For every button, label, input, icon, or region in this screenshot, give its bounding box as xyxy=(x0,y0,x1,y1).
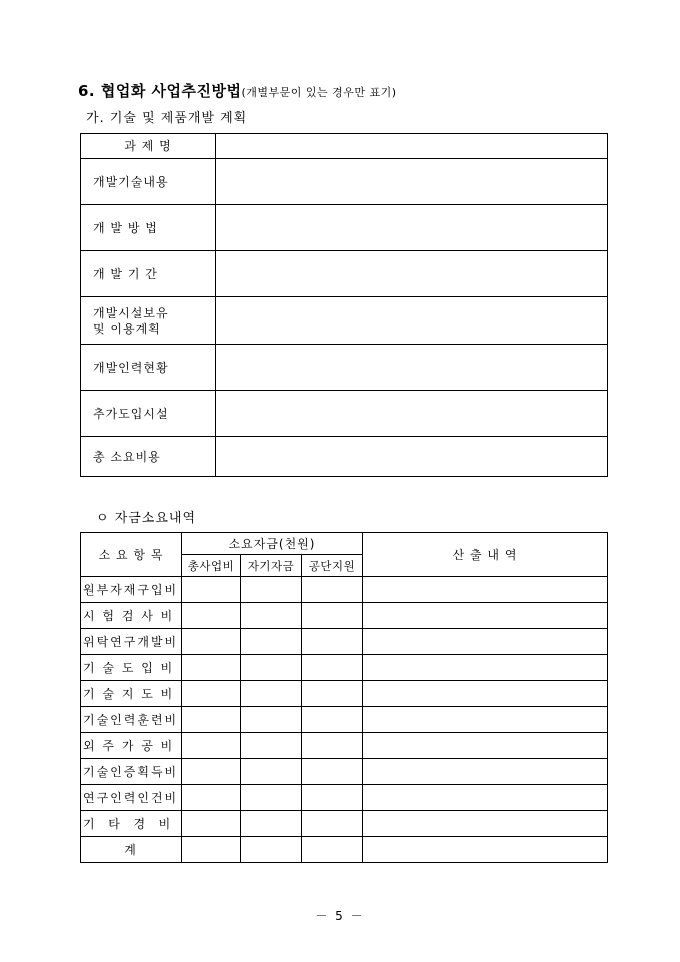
support-cell[interactable] xyxy=(302,811,363,837)
total-cell[interactable] xyxy=(182,785,241,811)
self-cell[interactable] xyxy=(241,629,302,655)
breakdown-cell[interactable] xyxy=(363,577,608,603)
self-cell[interactable] xyxy=(241,759,302,785)
header-required-funds: 소요자금(천원) xyxy=(182,533,363,555)
header-item: 소 요 항 목 xyxy=(81,533,182,577)
table-row xyxy=(81,134,608,159)
dev-period-cell[interactable] xyxy=(215,251,607,297)
support-cell[interactable] xyxy=(302,603,363,629)
funds-table xyxy=(80,532,608,863)
total-cell[interactable] xyxy=(182,733,241,759)
funds-title: ㅇ 자금소요내역 xyxy=(96,511,197,526)
table-row xyxy=(81,811,608,837)
header-breakdown: 산 출 내 역 xyxy=(363,533,608,577)
self-cell[interactable] xyxy=(241,811,302,837)
item-label: 원부자재구입비 xyxy=(81,577,182,603)
breakdown-cell[interactable] xyxy=(363,759,608,785)
support-cell[interactable] xyxy=(302,759,363,785)
table-row xyxy=(81,785,608,811)
total-cell[interactable] xyxy=(182,577,241,603)
support-cell[interactable] xyxy=(302,681,363,707)
self-cell[interactable] xyxy=(241,733,302,759)
row-label-personnel: 개발인력현황 xyxy=(81,345,216,391)
table-row-total xyxy=(81,837,608,863)
item-label: 기술인력훈련비 xyxy=(81,707,182,733)
breakdown-cell[interactable] xyxy=(363,707,608,733)
support-cell[interactable] xyxy=(302,837,363,863)
table-row xyxy=(81,629,608,655)
dev-method-cell[interactable] xyxy=(215,205,607,251)
support-cell[interactable] xyxy=(302,707,363,733)
section-title: 6. 협업화 사업추진방법 xyxy=(78,82,242,100)
support-cell[interactable] xyxy=(302,785,363,811)
development-plan-table xyxy=(80,133,608,477)
row-label-project-name: 과 제 명 xyxy=(81,134,216,159)
table-row xyxy=(81,707,608,733)
total-cost-cell[interactable] xyxy=(215,437,607,477)
total-cell[interactable] xyxy=(182,681,241,707)
row-label-dev-content: 개발기술내용 xyxy=(81,159,216,205)
facilities-label-line2: 및 이용계획 xyxy=(93,321,161,336)
project-name-cell[interactable] xyxy=(215,134,607,159)
table-row xyxy=(81,391,608,437)
total-label: 계 xyxy=(81,837,182,863)
table-header-row xyxy=(81,533,608,555)
total-cell[interactable] xyxy=(182,707,241,733)
facilities-cell[interactable] xyxy=(215,297,607,345)
table-row xyxy=(81,251,608,297)
table-row xyxy=(81,759,608,785)
breakdown-cell[interactable] xyxy=(363,655,608,681)
total-cell[interactable] xyxy=(182,811,241,837)
item-label: 기 술 지 도 비 xyxy=(81,681,182,707)
row-label-dev-method: 개 발 방 법 xyxy=(81,205,216,251)
dev-content-cell[interactable] xyxy=(215,159,607,205)
row-label-additional-facilities: 추가도입시설 xyxy=(81,391,216,437)
total-cell[interactable] xyxy=(182,603,241,629)
personnel-cell[interactable] xyxy=(215,345,607,391)
table-row xyxy=(81,603,608,629)
self-cell[interactable] xyxy=(241,655,302,681)
total-cell[interactable] xyxy=(182,629,241,655)
breakdown-cell[interactable] xyxy=(363,681,608,707)
table-row xyxy=(81,655,608,681)
breakdown-cell[interactable] xyxy=(363,811,608,837)
self-cell[interactable] xyxy=(241,837,302,863)
table-row xyxy=(81,733,608,759)
self-cell[interactable] xyxy=(241,681,302,707)
table-row xyxy=(81,437,608,477)
additional-facilities-cell[interactable] xyxy=(215,391,607,437)
facilities-label-line1: 개발시설보유 xyxy=(93,305,169,320)
breakdown-cell[interactable] xyxy=(363,837,608,863)
support-cell[interactable] xyxy=(302,655,363,681)
header-total-cost: 총사업비 xyxy=(182,555,241,577)
row-label-facilities xyxy=(81,297,216,345)
item-label: 기 타 경 비 xyxy=(81,811,182,837)
table-row xyxy=(81,577,608,603)
table-row xyxy=(81,159,608,205)
support-cell[interactable] xyxy=(302,629,363,655)
total-cell[interactable] xyxy=(182,655,241,681)
header-support: 공단지원 xyxy=(302,555,363,577)
table-row xyxy=(81,297,608,345)
item-label: 기 술 도 입 비 xyxy=(81,655,182,681)
self-cell[interactable] xyxy=(241,577,302,603)
section-note: (개별부문이 있는 경우만 표기) xyxy=(241,86,397,99)
item-label: 위탁연구개발비 xyxy=(81,629,182,655)
support-cell[interactable] xyxy=(302,577,363,603)
self-cell[interactable] xyxy=(241,707,302,733)
breakdown-cell[interactable] xyxy=(363,733,608,759)
total-cell[interactable] xyxy=(182,759,241,785)
page-number: － 5 － xyxy=(315,909,365,923)
table-row xyxy=(81,681,608,707)
subsection-heading: 가. 기술 및 제품개발 계획 xyxy=(86,111,248,126)
row-label-dev-period: 개 발 기 간 xyxy=(81,251,216,297)
section-heading xyxy=(78,80,397,101)
item-label: 외 주 가 공 비 xyxy=(81,733,182,759)
self-cell[interactable] xyxy=(241,785,302,811)
breakdown-cell[interactable] xyxy=(363,629,608,655)
item-label: 기술인증획득비 xyxy=(81,759,182,785)
breakdown-cell[interactable] xyxy=(363,785,608,811)
table-row xyxy=(81,345,608,391)
header-self-funds: 자기자금 xyxy=(241,555,302,577)
item-label: 연구인력인건비 xyxy=(81,785,182,811)
table-row xyxy=(81,205,608,251)
self-cell[interactable] xyxy=(241,603,302,629)
support-cell[interactable] xyxy=(302,733,363,759)
row-label-total-cost: 총 소요비용 xyxy=(81,437,216,477)
item-label: 시 험 검 사 비 xyxy=(81,603,182,629)
breakdown-cell[interactable] xyxy=(363,603,608,629)
total-cell[interactable] xyxy=(182,837,241,863)
